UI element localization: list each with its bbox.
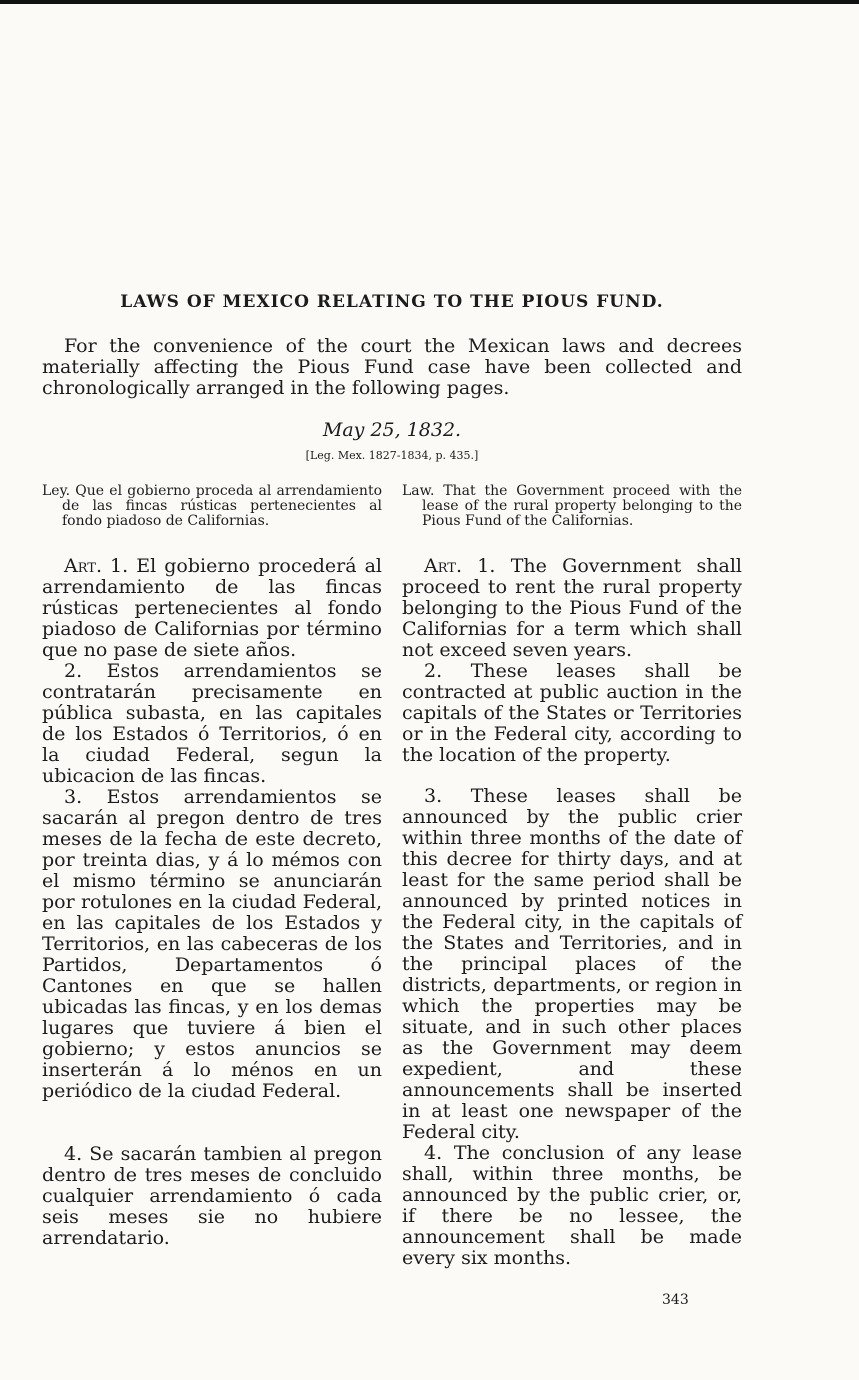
english-article-3: 3. These leases shall be announced by the public crier within three months of the date of this decree for thirty days, and at least for the same period shall be announced by printed notices in the Federal city, in the capitals of the States and Territories, and in the principal places of the districts, departments, or region in which the properties may be situate, and in such other places as the Government may deem expedient, and these announcements shall be inserted in at least one newspaper of the Federal city.	[402, 785, 742, 1143]
law-date: May 25, 1832.	[322, 419, 462, 441]
spanish-column	[42, 484, 382, 1269]
top-border	[0, 0, 859, 4]
english-summary: Law. That the Government proceed with the lease of the rural property belonging to the Pious Fund of the Californias.	[402, 483, 742, 529]
spanish-article-1	[42, 556, 382, 661]
spanish-art1-text: El gobierno procederá al arrendamiento de las fincas rústicas pertenecientes al fondo piadoso de Californias por término que no pase de siete años.	[42, 555, 382, 661]
spanish-article-2: 2. Estos arrendamientos se contratarán precisamente en pública subasta, en las capitales de los Estados ó Territorios, ó en la ciudad Federal, segun la ubicacion de las fincas.	[42, 660, 382, 787]
parallel-columns	[42, 484, 742, 1269]
english-article-2: 2. These leases shall be contracted at public auction in the capitals of the States or Territories or in the Federal city, according to the location of the property.	[402, 660, 742, 766]
document-page	[42, 292, 742, 1269]
spanish-art1-label: Art. 1.	[64, 555, 129, 577]
english-art1-label: Art. 1.	[424, 555, 496, 577]
spanish-article-4: 4. Se sacarán tambien al pregon dentro de tres meses de concluido cualquier arrendamiento ó cada seis meses sie no hubiere arrendatario.	[42, 1143, 382, 1249]
intro-paragraph: For the convenience of the court the Mexican laws and decrees materially affecting the Pious Fund case have been collected and chronologically arranged in the following pages.	[42, 335, 742, 399]
english-article-1	[402, 556, 742, 661]
page-title: LAWS OF MEXICO RELATING TO THE PIOUS FUND.	[120, 292, 664, 312]
english-article-4: 4. The conclusion of any lease shall, within three months, be announced by the public crier, or, if there be no lessee, the announcement shall be made every six months.	[402, 1142, 742, 1269]
english-column	[402, 484, 742, 1269]
page-number: 343	[662, 1292, 689, 1308]
english-art1-text: The Government shall proceed to rent the rural property belonging to the Pious Fund of the Californias for a term which shall not exceed seven years.	[402, 555, 742, 661]
spanish-article-3: 3. Estos arrendamientos se sacarán al pregon dentro de tres meses de la fecha de este decreto, por treinta dias, y á lo mémos con el mismo término se anunciarán por rotulones en la ciudad Federal, en las capitales de los Estados y Territorios, en las cabeceras de los Partidos, Departamentos ó Cantones en que se hallen ubicadas las fincas, y en los demas lugares que tuviere á bien el gobierno; y estos anuncios se inserterán á lo ménos en un periódico de la ciudad Federal.	[42, 786, 382, 1102]
law-source-citation: [Leg. Mex. 1827-1834, p. 435.]	[305, 449, 479, 462]
spanish-summary: Ley. Que el gobierno proceda al arrendamiento de las fincas rústicas pertenecientes al fondo piadoso de Californias.	[42, 483, 382, 529]
